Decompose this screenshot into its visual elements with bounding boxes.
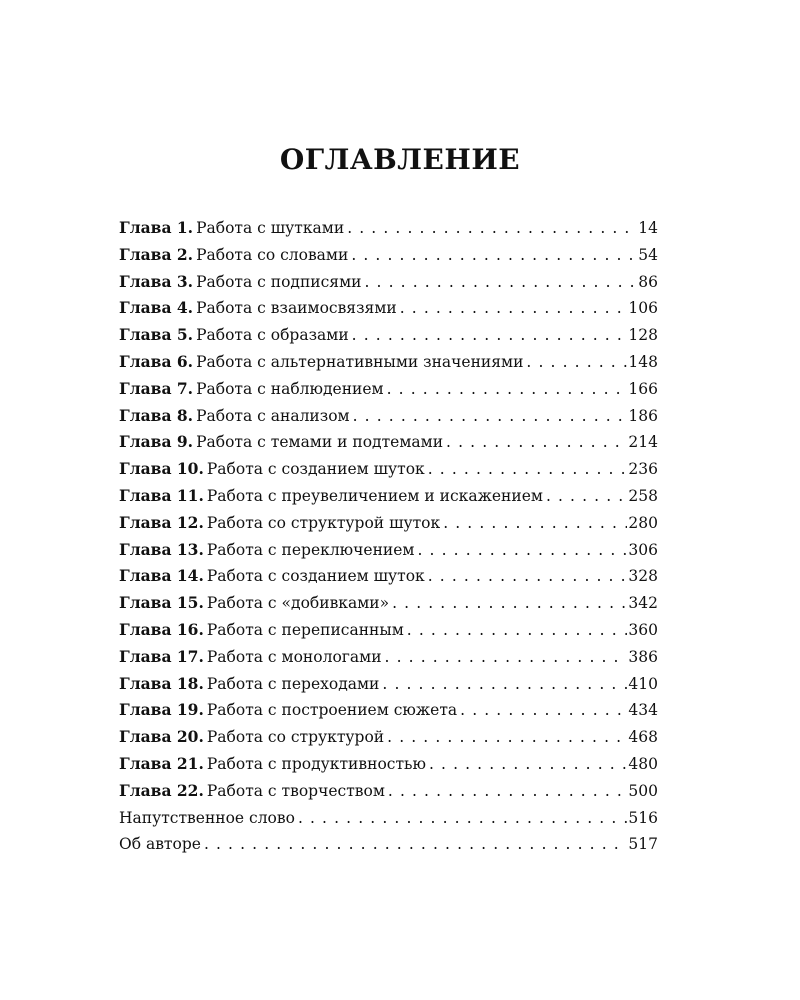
toc-page-number: 148 [628,352,658,371]
toc-leader-dots [526,349,627,376]
toc-chapter-title: Работа с наблюдением [196,379,384,398]
toc-page-number: 386 [628,647,658,666]
toc-page-number: 54 [638,245,658,264]
toc-chapter-label: Глава 21. [119,753,204,773]
toc-entry[interactable] [119,590,658,617]
toc-entry[interactable] [119,456,658,483]
toc-leader-dots [298,805,627,832]
toc-page-number: 214 [628,433,658,452]
toc-page-number: 342 [628,594,658,613]
toc-chapter-title: Работа с альтернативными значениями [196,352,524,371]
toc-page-number: 306 [628,540,658,559]
toc-chapter-label: Глава 8. [119,405,194,425]
toc-leader-dots [443,510,627,537]
toc-entry[interactable] [119,563,658,590]
toc-leader-dots [382,671,627,698]
toc-chapter-label: Глава 2. [119,244,194,264]
toc-entry[interactable] [119,510,658,537]
toc-leader-dots [364,269,637,296]
toc-chapter-title: Работа со структурой шуток [206,513,441,532]
toc-chapter-label: Глава 13. [119,539,204,559]
toc-leader-dots [353,403,628,430]
toc-entry[interactable] [119,429,658,456]
toc-chapter-label: Глава 22. [119,780,204,800]
toc-chapter-title: Работа с созданием шуток [206,567,425,586]
toc-chapter-label: Глава 16. [119,619,204,639]
toc-chapter-label: Глава 14. [119,566,204,586]
toc-chapter-label: Глава 18. [119,673,204,693]
toc-section-title: Об авторе [119,835,201,854]
toc-page-number: 517 [628,835,658,854]
toc-leader-dots [392,590,627,617]
toc-entry[interactable] [119,376,658,403]
toc-chapter-title: Работа с построением сюжета [206,701,458,720]
toc-leader-dots [204,831,627,858]
toc-chapter-title: Работа с монологами [206,647,382,666]
toc-entry[interactable] [119,617,658,644]
toc-chapter-title: Работа с творчеством [206,781,385,800]
toc-entry[interactable] [119,831,658,858]
toc-leader-dots [417,537,627,564]
toc-leader-dots [429,751,627,778]
toc-chapter-label: Глава 12. [119,512,204,532]
toc-page-number: 434 [628,701,658,720]
toc-entry[interactable] [119,537,658,564]
toc-leader-dots [428,456,628,483]
toc-leader-dots [387,376,628,403]
toc-chapter-title: Работа с темами и подтемами [196,433,444,452]
toc-chapter-label: Глава 3. [119,271,194,291]
toc-chapter-label: Глава 19. [119,700,204,720]
toc-chapter-title: Работа с шутками [196,219,345,237]
toc-chapter-title: Работа с образами [196,326,349,345]
toc-chapter-label: Глава 5. [119,325,194,345]
toc-chapter-title: Работа с преувеличением и искажением [206,486,543,505]
toc-leader-dots [407,617,628,644]
toc-entry[interactable] [119,671,658,698]
toc-leader-dots [352,322,628,349]
toc-chapter-title: Работа с переключением [206,540,415,559]
toc-chapter-title: Работа с созданием шуток [206,460,425,479]
toc-entry[interactable] [119,483,658,510]
toc-chapter-label: Глава 20. [119,727,204,747]
toc-page-number: 86 [638,272,658,291]
toc-chapter-title: Работа с переписанным [206,620,404,639]
toc-leader-dots [388,778,628,805]
toc-page-number: 328 [628,567,658,586]
toc-chapter-title: Работа со словами [196,245,349,264]
toc-page-number: 236 [628,460,658,479]
toc-entry[interactable] [119,644,658,671]
toc-leader-dots [385,644,628,671]
toc-chapter-label: Глава 7. [119,378,194,398]
toc-page-number: 14 [638,219,658,237]
toc-chapter-title: Работа со структурой [206,728,385,747]
toc-page-number: 500 [628,781,658,800]
toc-page-number: 360 [628,620,658,639]
toc-chapter-label: Глава 9. [119,432,194,452]
toc-section-title: Напутственное слово [119,808,295,827]
toc-entry[interactable] [119,242,658,269]
toc-page-number: 166 [628,379,658,398]
toc-chapter-label: Глава 11. [119,485,204,505]
toc-chapter-label: Глава 15. [119,593,204,613]
toc-entry[interactable] [119,269,658,296]
toc-entry[interactable] [119,295,658,322]
toc-chapter-title: Работа с взаимосвязями [196,299,397,318]
toc-entry[interactable] [119,751,658,778]
toc-entry[interactable] [119,349,658,376]
toc-entry[interactable] [119,403,658,430]
toc-leader-dots [351,242,637,269]
toc-page-number: 128 [628,326,658,345]
toc-leader-dots [546,483,627,510]
toc-leader-dots [446,429,627,456]
toc-chapter-label: Глава 10. [119,459,204,479]
toc-entry[interactable] [119,778,658,805]
toc-leader-dots [400,295,628,322]
toc-entry[interactable] [119,215,658,242]
toc-leader-dots [347,215,637,242]
toc-page-number: 258 [628,486,658,505]
toc-page-number: 280 [628,513,658,532]
toc-leader-dots [428,563,628,590]
toc-entry[interactable] [119,724,658,751]
toc-chapter-title: Работа с «добивками» [206,594,390,613]
toc-entry[interactable] [119,805,658,832]
toc-page-number: 186 [628,406,658,425]
toc-chapter-label: Глава 6. [119,351,194,371]
page-title: ОГЛАВЛЕНИЕ [279,143,521,176]
toc-chapter-label: Глава 17. [119,646,204,666]
toc-chapter-label: Глава 4. [119,298,194,318]
toc-page-number: 106 [628,299,658,318]
toc-chapter-title: Работа с продуктивностью [206,754,426,773]
toc-entry[interactable] [119,697,658,724]
toc-chapter-title: Работа с анализом [196,406,350,425]
toc-chapter-title: Работа с подписями [196,272,362,291]
toc-page-number: 480 [628,754,658,773]
toc-leader-dots [460,697,627,724]
toc-page-number: 516 [628,808,658,827]
toc-page-number: 410 [628,674,658,693]
toc-chapter-title: Работа с переходами [206,674,380,693]
toc-page-number: 468 [628,728,658,747]
toc-chapter-label: Глава 1. [119,218,194,237]
toc-leader-dots [387,724,627,751]
toc-entry[interactable] [119,322,658,349]
table-of-contents [119,215,658,858]
